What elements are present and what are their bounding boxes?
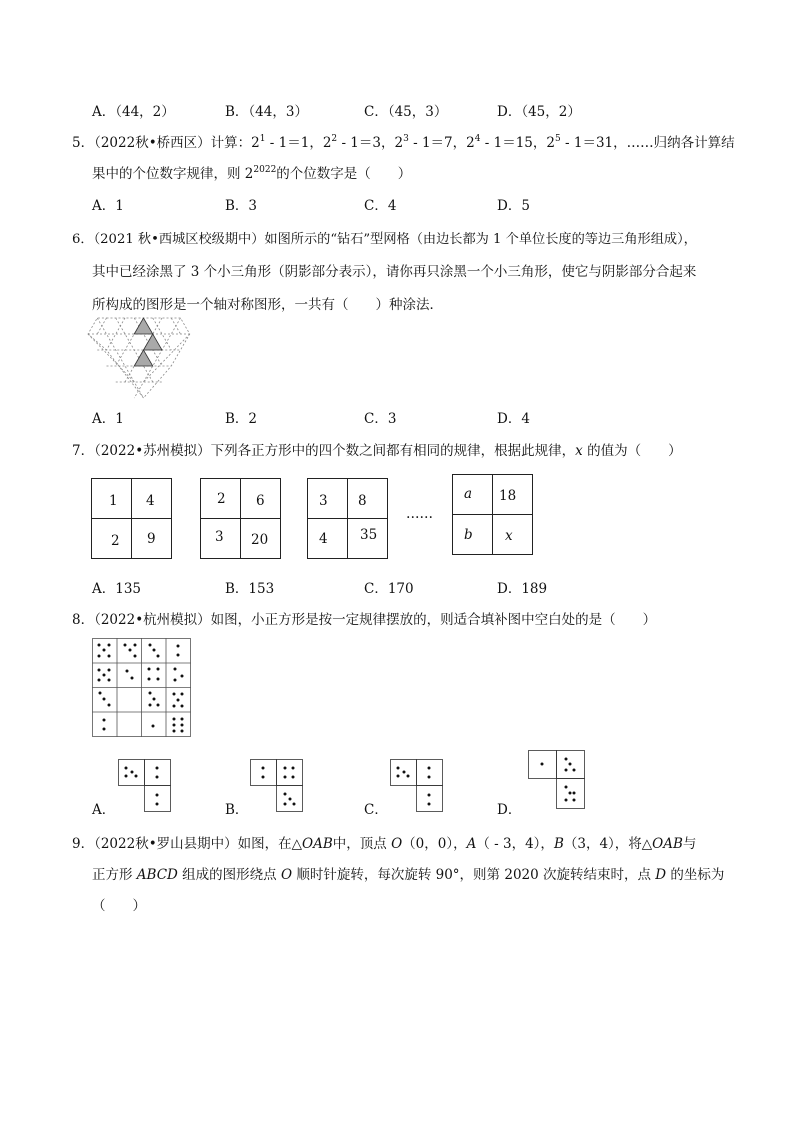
sq4-bl: b bbox=[464, 527, 473, 543]
q8-option-a-label: A． bbox=[92, 802, 116, 818]
q5-option-c: C．4 bbox=[364, 198, 397, 214]
sq1-bl: 2 bbox=[111, 533, 120, 549]
q8-option-d-figure bbox=[528, 750, 588, 812]
number-square-1 bbox=[91, 478, 173, 560]
q4-option-d: D．（45，2） bbox=[497, 104, 581, 120]
sq2-bl: 3 bbox=[215, 529, 224, 545]
shaded-triangle-3 bbox=[134, 350, 153, 366]
q5-option-b: B．3 bbox=[225, 198, 258, 214]
q4-option-c: C．（45，3） bbox=[364, 104, 448, 120]
q7-line1: 7．（2022•苏州模拟）下列各正方形中的四个数之间都有相同的规律，根据此规律，x 的值为（ ） bbox=[72, 443, 682, 459]
q8-option-a-figure bbox=[118, 759, 172, 815]
sq2-tl: 2 bbox=[217, 491, 226, 507]
sq4-tl: a bbox=[464, 486, 473, 502]
q6-option-a: A．1 bbox=[92, 411, 124, 427]
q5-number: 5． bbox=[72, 135, 95, 151]
q5-line2: 果中的个位数字规律，则 $2^{2022}$的个位数字是（ ） bbox=[92, 165, 412, 182]
q4-option-b: B．（44，3） bbox=[225, 104, 308, 120]
number-square-2 bbox=[200, 478, 282, 560]
q5-power-5: $2^5 - 1=31$，……归纳各计算结 bbox=[546, 134, 735, 151]
q7-option-d: D．189 bbox=[497, 581, 548, 597]
q8-option-b-figure bbox=[250, 759, 304, 815]
sq3-bl: 4 bbox=[319, 531, 328, 547]
q6-option-d: D．4 bbox=[497, 411, 530, 427]
sq1-br: 9 bbox=[147, 531, 156, 547]
q8-option-d-label: D． bbox=[497, 802, 522, 818]
sq4-tr: 18 bbox=[499, 488, 517, 504]
q6-line1: 6．（2021 秋•西城区校级期中）如图所示的“钻石”型网格（由边长都为 1 个单位长度的等边三角形组成）， bbox=[72, 232, 697, 247]
q7-ellipsis: …… bbox=[406, 506, 433, 522]
q8-option-c-figure bbox=[390, 759, 444, 815]
q5-source: （2022秋•桥西区） bbox=[94, 135, 211, 151]
shaded-triangle-2 bbox=[144, 334, 163, 350]
q9-line1: 9．（2022秋•罗山县期中）如图，在△OAB中，顶点 O（0，0），A（ - 3，4），B（3，4），将△OAB与 bbox=[72, 836, 697, 852]
diamond-grid-figure bbox=[88, 318, 188, 400]
q9-line2: 正方形 ABCD 组成的图形绕点 O 顺时针旋转，每次旋转 90°，则第 2020 次旋转结束时，点 D 的坐标为 bbox=[92, 867, 725, 883]
q5-option-a: A．1 bbox=[92, 198, 124, 214]
q5-option-d: D．5 bbox=[497, 198, 530, 214]
q8-option-b-label: B． bbox=[225, 802, 249, 818]
q6-option-b: B．2 bbox=[225, 411, 258, 427]
sq3-tl: 3 bbox=[319, 493, 328, 509]
q7-option-a: A．135 bbox=[92, 581, 142, 597]
q4-option-a: A．（44，2） bbox=[92, 104, 175, 120]
q6-line2: 其中已经涂黑了 3 个小三角形（阴影部分表示），请你再只涂黑一个小三角形，使它与阴影部分合起来 bbox=[92, 264, 697, 280]
q6-line3: 所构成的图形是一个轴对称图形，一共有（ ）种涂法． bbox=[92, 297, 443, 313]
q5-line1 bbox=[72, 134, 735, 152]
sq3-tr: 8 bbox=[358, 493, 367, 509]
dot-pattern-grid bbox=[92, 638, 192, 738]
q6-option-c: C．3 bbox=[364, 411, 397, 427]
q5-power-1: $2^1 - 1=1$， bbox=[251, 134, 323, 151]
q5-power-3: $2^3 - 1=7$， bbox=[394, 134, 467, 151]
sq2-tr: 6 bbox=[256, 493, 265, 509]
q9-line3: （ ） bbox=[92, 898, 146, 914]
sq4-br: x bbox=[505, 528, 513, 544]
q8-option-c-label: C． bbox=[364, 802, 388, 818]
sq2-br: 20 bbox=[251, 532, 269, 548]
q7-option-b: B．153 bbox=[225, 581, 275, 597]
sq1-tl: 1 bbox=[109, 493, 118, 509]
q5-power-2: $2^2 - 1=3$， bbox=[322, 134, 395, 151]
sq3-br: 35 bbox=[360, 527, 378, 543]
q5-power-4: $2^4 - 1=15$， bbox=[466, 134, 547, 151]
shaded-triangle-1 bbox=[134, 318, 153, 334]
q7-option-c: C．170 bbox=[364, 581, 414, 597]
sq1-tr: 4 bbox=[146, 493, 155, 509]
q5-text-pre: 计算： bbox=[210, 135, 252, 151]
q8-line1: 8．（2022•杭州模拟）如图，小正方形是按一定规律摆放的，则适合填补图中空白处的是（ ） bbox=[72, 612, 657, 628]
